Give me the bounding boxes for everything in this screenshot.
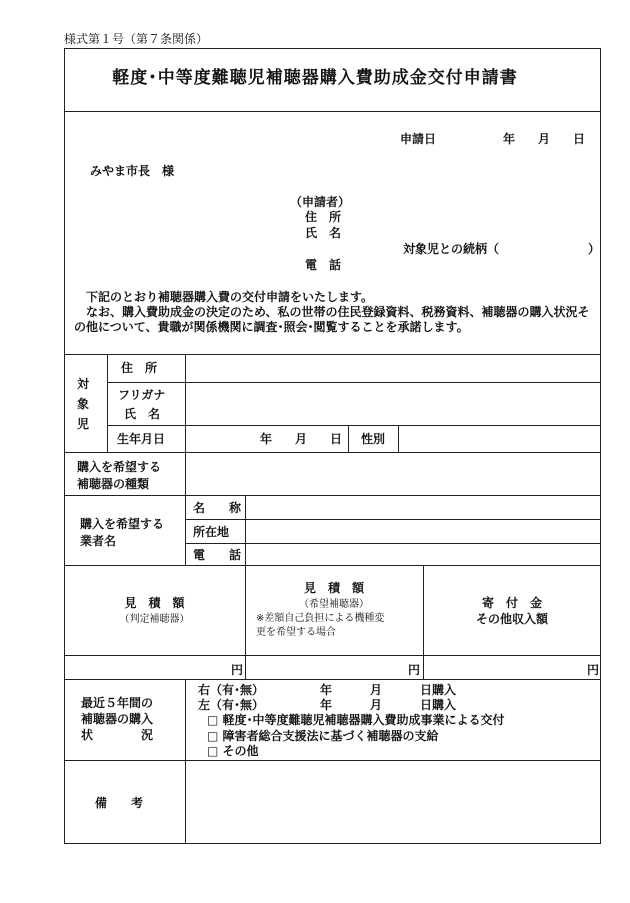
estimate-1-title: 見 積 額 xyxy=(124,596,185,610)
history-left-year: 年 xyxy=(320,698,333,712)
estimate-2-sub: （希望補聴器） xyxy=(299,599,369,610)
vendor-label-1: 購入を希望する xyxy=(80,517,165,531)
date-day-label: 日 xyxy=(573,132,586,146)
vendor-label-2: 業者名 xyxy=(80,534,117,548)
donation-title: 寄 付 金 xyxy=(481,596,542,610)
remarks-label: 備 考 xyxy=(95,796,144,810)
child-address-label: 住 所 xyxy=(121,361,158,375)
addressee: みやま市長 様 xyxy=(90,164,175,178)
yen-unit: 円 xyxy=(408,663,421,677)
estimate-2-note-2: 更を希望する場合 xyxy=(256,627,336,638)
child-group-label-1: 対 xyxy=(77,377,90,391)
divider xyxy=(245,495,246,565)
applicant-heading: （申請者） xyxy=(290,195,351,209)
application-date-label: 申請日 xyxy=(400,132,437,146)
history-right-month: 月 xyxy=(370,683,383,697)
applicant-name-label: 氏 名 xyxy=(305,226,342,240)
aid-type-label-2: 補聴器の種類 xyxy=(77,477,150,491)
history-option-other[interactable]: □ その他 xyxy=(207,744,259,758)
history-right-year: 年 xyxy=(320,683,333,697)
history-right-label: 右（有･無） xyxy=(198,683,265,697)
history-option-subsidy[interactable]: □ 軽度･中等度難聴児補聴器購入費助成事業による交付 xyxy=(207,713,505,727)
estimate-2-note-1: ※差額自己負担による機種変 xyxy=(256,613,385,624)
birth-month-label: 月 xyxy=(295,432,308,446)
history-left-day: 日購入 xyxy=(420,698,457,712)
child-group-label-3: 児 xyxy=(77,417,90,431)
history-label-2: 補聴器の購入 xyxy=(81,712,154,726)
date-year-label: 年 xyxy=(503,132,516,146)
history-label-1: 最近５年間の xyxy=(81,696,154,710)
history-right-day: 日購入 xyxy=(420,683,457,697)
divider xyxy=(64,679,601,680)
divider xyxy=(64,111,601,112)
divider xyxy=(64,354,601,355)
estimate-1-sub: （判定補聴器） xyxy=(119,614,190,625)
divider xyxy=(185,679,186,844)
applicant-address-label: 住 所 xyxy=(305,210,342,224)
yen-unit: 円 xyxy=(231,663,244,677)
history-label-3: 状 況 xyxy=(81,728,154,742)
relation-close: ） xyxy=(588,242,601,256)
page-title: 軽度･中等度難聴児補聴器購入費助成金交付申請書 xyxy=(112,68,518,88)
date-month-label: 月 xyxy=(538,132,551,146)
vendor-phone-label: 電 話 xyxy=(193,548,242,562)
other-income-title: その他収入額 xyxy=(475,612,548,626)
consent-statement xyxy=(74,290,592,335)
yen-unit: 円 xyxy=(587,663,600,677)
child-group-label-2: 象 xyxy=(77,397,90,411)
statement-line-1: 下記のとおり補聴器購入費の交付申請をいたします。 xyxy=(86,290,374,304)
divider xyxy=(348,425,349,452)
history-option-support-act[interactable]: □ 障害者総合支援法に基づく補聴器の支給 xyxy=(207,729,439,743)
divider xyxy=(64,655,601,656)
aid-type-label-1: 購入を希望する xyxy=(77,460,162,474)
divider xyxy=(107,354,108,452)
divider xyxy=(107,382,601,383)
divider xyxy=(185,543,601,544)
history-left-month: 月 xyxy=(370,698,383,712)
divider xyxy=(64,452,601,453)
vendor-name-label: 名 称 xyxy=(193,501,242,515)
sex-label: 性別 xyxy=(361,432,386,446)
relation-label: 対象児との続柄（ xyxy=(403,242,500,256)
form-number: 様式第１号（第７条関係） xyxy=(64,32,209,46)
vendor-location-label: 所在地 xyxy=(193,525,230,539)
estimate-2-title: 見 積 額 xyxy=(303,581,364,595)
statement-line-2: なお、購入費助成金の決定のため、私の世帯の住民登録資料、税務資料、補聴器の購入状況その他について、貴職が関係機関に調査･照会･閲覧することを承諾します。 xyxy=(74,305,590,334)
history-left-label: 左（有･無） xyxy=(198,698,265,712)
birth-day-label: 日 xyxy=(330,432,343,446)
birth-year-label: 年 xyxy=(260,432,273,446)
child-furigana-label: フリガナ xyxy=(118,388,166,402)
divider xyxy=(64,760,601,761)
divider xyxy=(107,425,601,426)
divider xyxy=(64,495,601,496)
divider xyxy=(185,519,601,520)
divider xyxy=(398,425,399,452)
divider xyxy=(185,354,186,565)
child-name-label: 氏 名 xyxy=(124,407,161,421)
applicant-phone-label: 電 話 xyxy=(305,258,342,272)
child-birth-label: 生年月日 xyxy=(117,432,166,446)
divider xyxy=(64,565,601,566)
